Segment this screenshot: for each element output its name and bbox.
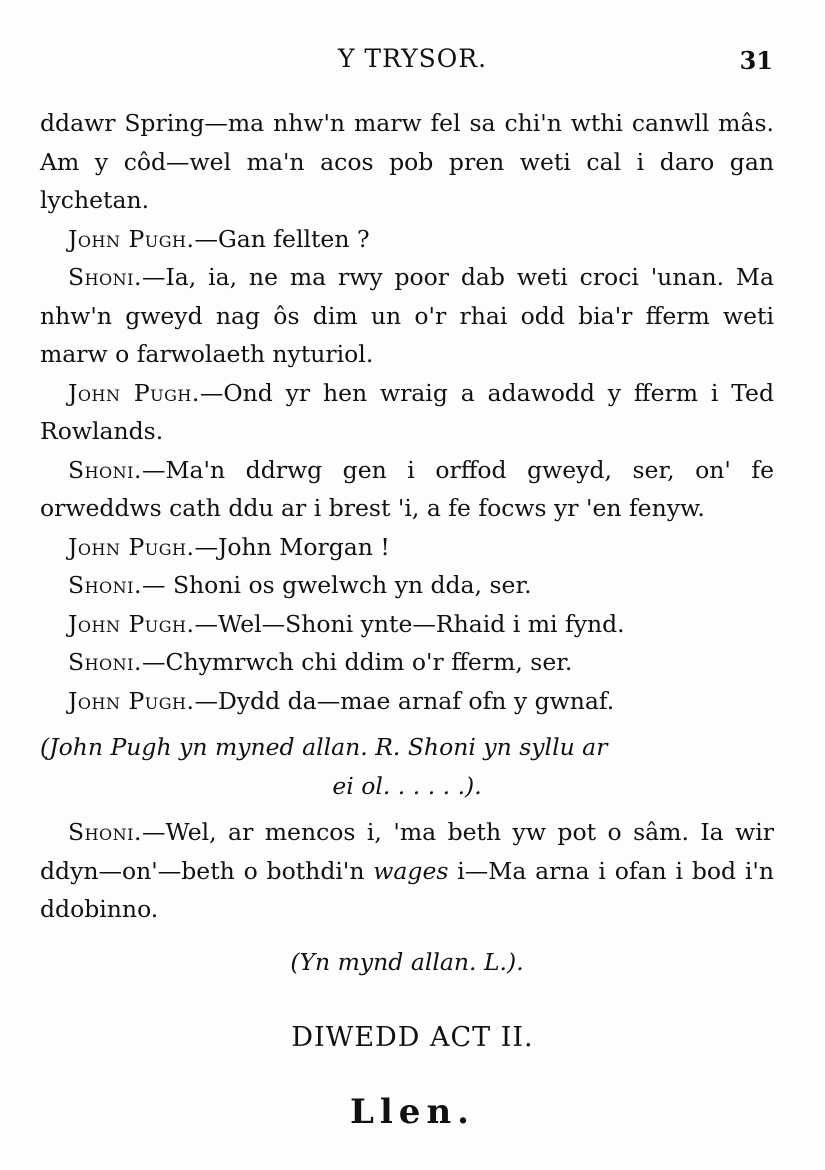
dialogue-text: —Wel, ar mencos i, 'ma beth yw pot o sâm. Ia wir ddyn—on'—beth o bothdi'n — [40, 818, 774, 885]
speaker-name: John Pugh. — [68, 378, 200, 407]
speaker-name: John Pugh. — [68, 224, 195, 253]
paragraph-continuation: ddawr Spring—ma nhw'n marw fel sa chi'n wthi canwll mâs. Am y côd—wel ma'n acos pob pren weti cal i daro gan lychetan. — [40, 109, 774, 214]
speaker-name: Shoni. — [68, 455, 142, 484]
dialogue-text: —Wel—Shoni ynte—Rhaid i mi fynd. — [194, 609, 625, 638]
dialogue-text: —Gan fellten ? — [194, 224, 370, 253]
dialogue-line — [40, 643, 774, 682]
speaker-name: Shoni. — [68, 263, 142, 291]
speaker-name: Shoni. — [68, 571, 142, 599]
dialogue-text: —Ma'n ddrwg gen i orffod gweyd, ser, on' fe orweddws cath ddu ar i brest 'i, a fe focws yr 'en fenyw. — [40, 455, 774, 522]
stage-direction-text: (John Pugh yn myned allan. R. Shoni yn syllu ar — [40, 733, 608, 761]
speaker-name: Shoni. — [68, 648, 142, 676]
dialogue-text: i—Ma arna i ofan i bod i'n ddobinno. — [40, 856, 774, 923]
running-head — [0, 42, 825, 78]
dialogue-text: — Shoni os gwelwch yn dda, ser. — [141, 571, 532, 599]
dialogue-line — [40, 566, 774, 605]
dialogue-line — [40, 220, 774, 259]
running-title: Y TRYSOR. — [337, 44, 488, 73]
dialogue-line — [40, 374, 774, 451]
dialogue-text: —Chymrwch chi ddim o'r fferm, ser. — [141, 648, 573, 676]
text-block — [40, 104, 774, 989]
speaker-name: John Pugh. — [68, 686, 195, 715]
dialogue-line — [40, 258, 774, 374]
dialogue-text: —Dydd da—mae arnaf ofn y gwnaf. — [194, 686, 615, 715]
dialogue-line — [40, 682, 774, 721]
dialogue-line — [40, 451, 774, 528]
stage-direction — [40, 728, 774, 805]
stage-direction-tail: ei ol. . . . . .). — [332, 771, 482, 800]
speaker-name: John Pugh. — [68, 532, 195, 561]
dialogue-text: —Ia, ia, ne ma rwy poor dab weti croci 'unan. Ma nhw'n gweyd nag ôs dim un o'r rhai odd bia'r fferm weti marw o farwolaeth nyturiol. — [40, 263, 774, 368]
page-number: 31 — [739, 46, 773, 75]
dialogue-line — [40, 528, 774, 567]
dialogue-emphasis: wages — [373, 856, 449, 885]
speaker-name: John Pugh. — [68, 609, 195, 638]
curtain-heading: Llen. — [349, 1092, 475, 1132]
dialogue-text: —John Morgan ! — [194, 532, 390, 561]
dialogue-line — [40, 605, 774, 644]
dialogue-line — [40, 813, 774, 929]
act-end-heading: DIWEDD ACT II. — [291, 1022, 534, 1053]
dialogue-text: —Ond yr hen wraig a adawodd y fferm i Ted Rowlands. — [40, 378, 774, 445]
speaker-name: Shoni. — [68, 818, 142, 846]
stage-direction-exit: (Yn mynd allan. L.). — [290, 947, 524, 976]
